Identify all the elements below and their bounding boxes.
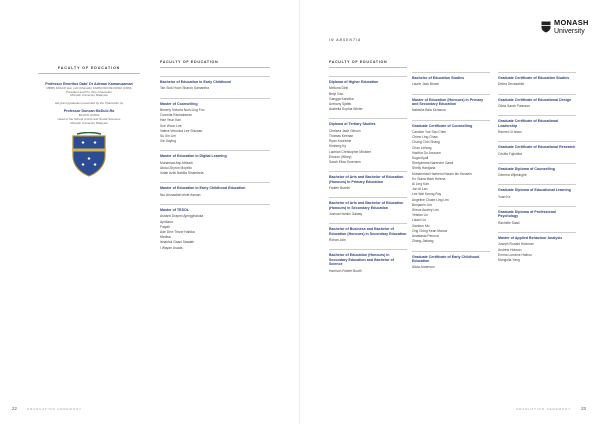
graduate-name: Ade Devi Trisne Hartika [160, 230, 195, 235]
graduate-name: Thomas Keenan [329, 134, 354, 139]
faculty-heading: FACULTY OF EDUCATION [38, 66, 140, 74]
degree-title: Bachelor of Education (Honours) in Secondary Education and Bachelor of Science [329, 253, 394, 267]
degree-title: Master of Education in Early Childhood Education [160, 186, 246, 191]
degree-title: Graduate Certificate of Education Studies [498, 76, 570, 80]
graduate-name: Harrison Robert Booth [329, 268, 362, 273]
presenter-institution: Monash University Malaysia [70, 120, 108, 125]
degree-title: Bachelor of Business and Bachelor of Education (Honours) in Secondary Education [329, 227, 407, 236]
graduate-name: Cecilia Fujishiba [498, 151, 523, 156]
degree-section [498, 163, 576, 179]
degree-sections [329, 76, 407, 274]
graduate-name: Tan Siok Hoon Sharon Samantha [160, 86, 209, 91]
graduate-name: Fatyah [160, 224, 171, 229]
dean-title: President and Pro Vice-Chancellor [66, 89, 112, 94]
graduate-name: Muhamad Aiqi Afrizadi [160, 160, 193, 165]
graduate-name: Medisa [160, 235, 171, 240]
degree-title: Master of Applied Behaviour Analysis [498, 236, 563, 241]
degree-title: Master of Counselling [160, 101, 198, 106]
degree-section [160, 204, 270, 251]
degree-section [498, 94, 576, 110]
degree-section [498, 184, 576, 200]
coat-of-arms-icon [69, 132, 109, 178]
degree-title: Bachelor of Education in Early Childhood [160, 80, 231, 84]
degree-section [412, 251, 490, 271]
degree-section [329, 197, 407, 217]
graduate-name: Rohan Jain [329, 238, 346, 243]
graduate-name: Debra Devasahiie [498, 82, 525, 87]
graduate-name: Xie Jiaying [160, 139, 176, 144]
degree-title: Graduate Diploma of Professional Psychology [498, 210, 556, 219]
degree-section [329, 171, 407, 191]
degree-title: Master of TESOL [160, 208, 189, 213]
graduate-name: Ashanti Drapmi Ajengphaloka [160, 214, 204, 219]
graduate-name: Benjamin Lim [412, 202, 432, 207]
graduate-name: Joshua Hamlin Gaiday [329, 212, 363, 217]
degree-section [412, 120, 490, 245]
column-education-3 [412, 72, 490, 277]
footer-right [516, 406, 586, 411]
degree-section [160, 76, 270, 92]
graduate-name: Lisani Liu [412, 218, 426, 223]
graduate-name: Sarah Eliza Sorensen [329, 160, 361, 165]
graduate-name: Shelly Hardjana [412, 166, 436, 171]
graduate-name: Sue Woon Lee [160, 123, 182, 128]
graduate-name: Muhammad Hazherul Nizam bin Hussein [412, 171, 472, 176]
page-number: 23 [581, 406, 586, 411]
degree-title: Bachelor of Arts and Bachelor of Education (Honours) in Secondary Education [329, 201, 404, 210]
graduate-name: Mongolia Yang [498, 258, 520, 263]
graduate-name: Apriliana [160, 219, 173, 224]
degree-title: Graduate Certificate of Early Childhood Education [412, 254, 480, 263]
graduate-name: Yeistan Lin [412, 213, 429, 218]
graduate-name: Anthony Sjafek [329, 102, 352, 107]
monash-logo [541, 18, 589, 36]
degree-title: Graduate Certificate of Educational Research [498, 145, 576, 150]
graduate-name: Chan Linlang [412, 145, 432, 150]
graduate-name: Arabella Sophia Winter [329, 107, 363, 112]
graduate-name: Anastasia Penova [412, 234, 439, 239]
column-heading: FACULTY OF EDUCATION [160, 60, 270, 68]
graduate-name: Kimberg Ky [329, 144, 347, 149]
footer-label: GRADUATION CEREMONY [26, 406, 82, 411]
logo-name: MONASH [554, 18, 589, 27]
degree-section [160, 182, 270, 198]
presentation-note: will grant graduates presented by the Chancellor by [54, 101, 124, 106]
degree-title: Graduate Certificate of Counselling [412, 123, 473, 128]
logo-subname: University [554, 28, 585, 35]
graduate-name: Nur Ainnadilah binte Asman [160, 192, 201, 197]
graduate-name: Lachlan Christopher Minister [329, 149, 371, 154]
footer-left [12, 406, 82, 411]
graduate-name: Laurie Jack Brown [412, 82, 440, 87]
graduate-name: Abdul Zhyron Moyello [160, 166, 192, 171]
graduate-name: Shelyamma Narendre Gawli [412, 161, 454, 166]
degree-title: Graduate Diploma of Counselling [498, 166, 555, 171]
degree-section [498, 72, 576, 88]
degree-section [412, 72, 490, 88]
page-gutter [299, 0, 300, 424]
graduate-name: Hae Yeun Kan [160, 118, 182, 123]
degree-title: Diploma of Tertiary Studies [329, 122, 376, 127]
degree-title: Master of Education in Digital Learning [160, 154, 227, 159]
shield-icon [541, 21, 551, 33]
degree-section [329, 76, 407, 112]
degree-section [412, 94, 490, 114]
graduate-name: Chiew Ling Chaw [412, 135, 438, 140]
degree-sections [160, 76, 270, 251]
graduate-name: Chelsea Jade Gibson [329, 128, 361, 133]
graduate-name: Zhang Jialiang [412, 239, 434, 244]
graduate-name: Ishakhul Gaaci Saadah [160, 240, 195, 245]
degree-title: Graduate Certificate of Educational Leadership [498, 119, 559, 128]
graduate-name: Yuan Ke [498, 194, 511, 199]
graduate-name: Xiankun Mu [412, 223, 430, 228]
graduate-name: Andrew Hobson [498, 247, 522, 252]
degree-sections [412, 72, 490, 271]
page-number: 22 [12, 406, 17, 411]
graduate-name: Meiluna Dinh [329, 86, 349, 91]
presenter-name: Professor Duncan McDuie-Ra [63, 109, 115, 114]
footer-label: GRADUATION CEREMONY [516, 406, 572, 411]
graduate-name: Natasha Bala Kerasiva [412, 108, 446, 113]
degree-sections [498, 72, 576, 263]
dean-name: Professor Emeritus Dato' Dr Adenan Kamaruzaman [45, 82, 133, 86]
dean-credentials: MBBS FRACP Hon LLD (Monash) FAMM FRCPE FRSM (CRM) [46, 85, 132, 90]
graduate-name: Olivia Sarah Paterson [498, 104, 531, 109]
degree-section [329, 223, 407, 243]
presenter-title: Head of the School of Arts and Social Sciences [57, 116, 121, 121]
graduate-name: Emma Lorraine Holbon [498, 252, 532, 257]
graduate-name: Beiyi Gao [329, 91, 344, 96]
graduate-name: Angeline Chase Ling Lim [412, 197, 449, 202]
faculty-panel [38, 66, 140, 178]
graduate-name: Jun Ai Lan [412, 187, 428, 192]
graduate-name: Ryan Koorinkle [329, 139, 352, 144]
degree-section [498, 232, 576, 263]
degree-title: Master of Education (Honours) in Primary and Secondary Education [412, 97, 484, 107]
degree-section [160, 98, 270, 145]
graduate-name: Gemma Wijesinghe [498, 173, 527, 178]
degree-section [498, 206, 576, 226]
graduate-name: Chang Chin Shang [412, 140, 440, 145]
presenter-credentials: BA PhD UNSW [78, 112, 100, 117]
graduate-name: Ericson (Whey) [329, 154, 352, 159]
column-heading: FACULTY OF EDUCATION [329, 60, 407, 68]
degree-section [498, 141, 576, 157]
graduate-name: Beverly Victoria Nuin-Ling Foo [160, 108, 205, 113]
graduate-name: Lee Wai Keong Roy [412, 192, 442, 197]
graduate-name: Sheus Audrey Lim [412, 208, 439, 213]
degree-title: Graduate Certificate of Educational Design [498, 97, 572, 102]
graduate-name: Indah Aziki Nabilia Sinambela [160, 171, 204, 176]
column-education-2 [329, 60, 407, 280]
degree-title: Bachelor of Arts and Bachelor of Education (Honours) in Primary Education [329, 175, 404, 184]
graduate-name: Vazitha Do Anuvam [412, 150, 441, 155]
degree-section [329, 249, 407, 273]
graduate-name: Fadieh Bushiri [329, 186, 351, 191]
column-education-1 [160, 60, 270, 257]
graduate-name: Ai Ling Kah [412, 182, 429, 187]
degree-section [329, 118, 407, 165]
degree-title: Diploma of Higher Education [329, 80, 379, 84]
column-education-4 [498, 72, 576, 269]
graduate-name: Gangga Kandika [329, 96, 354, 101]
graduate-name: Joseph Ronald Hickman [498, 242, 534, 247]
graduate-name: Alicia Anderson [412, 265, 435, 270]
graduate-name: Cornelia Ravindranan [160, 113, 192, 118]
graduate-name: Rachelle Saad [498, 220, 520, 225]
graduate-name: Valera Veronica Lee Shuwan [160, 128, 203, 133]
graduate-name: Sugai Ayali [412, 156, 429, 161]
graduate-name: I Wayan Usada [160, 245, 183, 250]
graduate-name: Candice Yue Sau Chen [412, 130, 447, 135]
degree-section [160, 150, 270, 176]
in-absentia-label: IN ABSENTIA [329, 38, 362, 42]
dean-institution: Monash University Malaysia [70, 93, 108, 98]
graduate-name: Su Xin Lim [160, 134, 176, 139]
graduate-name: Ramrel Ul Islam [498, 130, 522, 135]
degree-title: Graduate Diploma of Educational Learning [498, 188, 571, 193]
graduate-name: En Giana Mark Helena [412, 176, 446, 181]
degree-section [498, 115, 576, 135]
degree-title: Bachelor of Education Studies [412, 76, 465, 80]
graduate-name: Ong Ching Kean Marcia [412, 228, 448, 233]
